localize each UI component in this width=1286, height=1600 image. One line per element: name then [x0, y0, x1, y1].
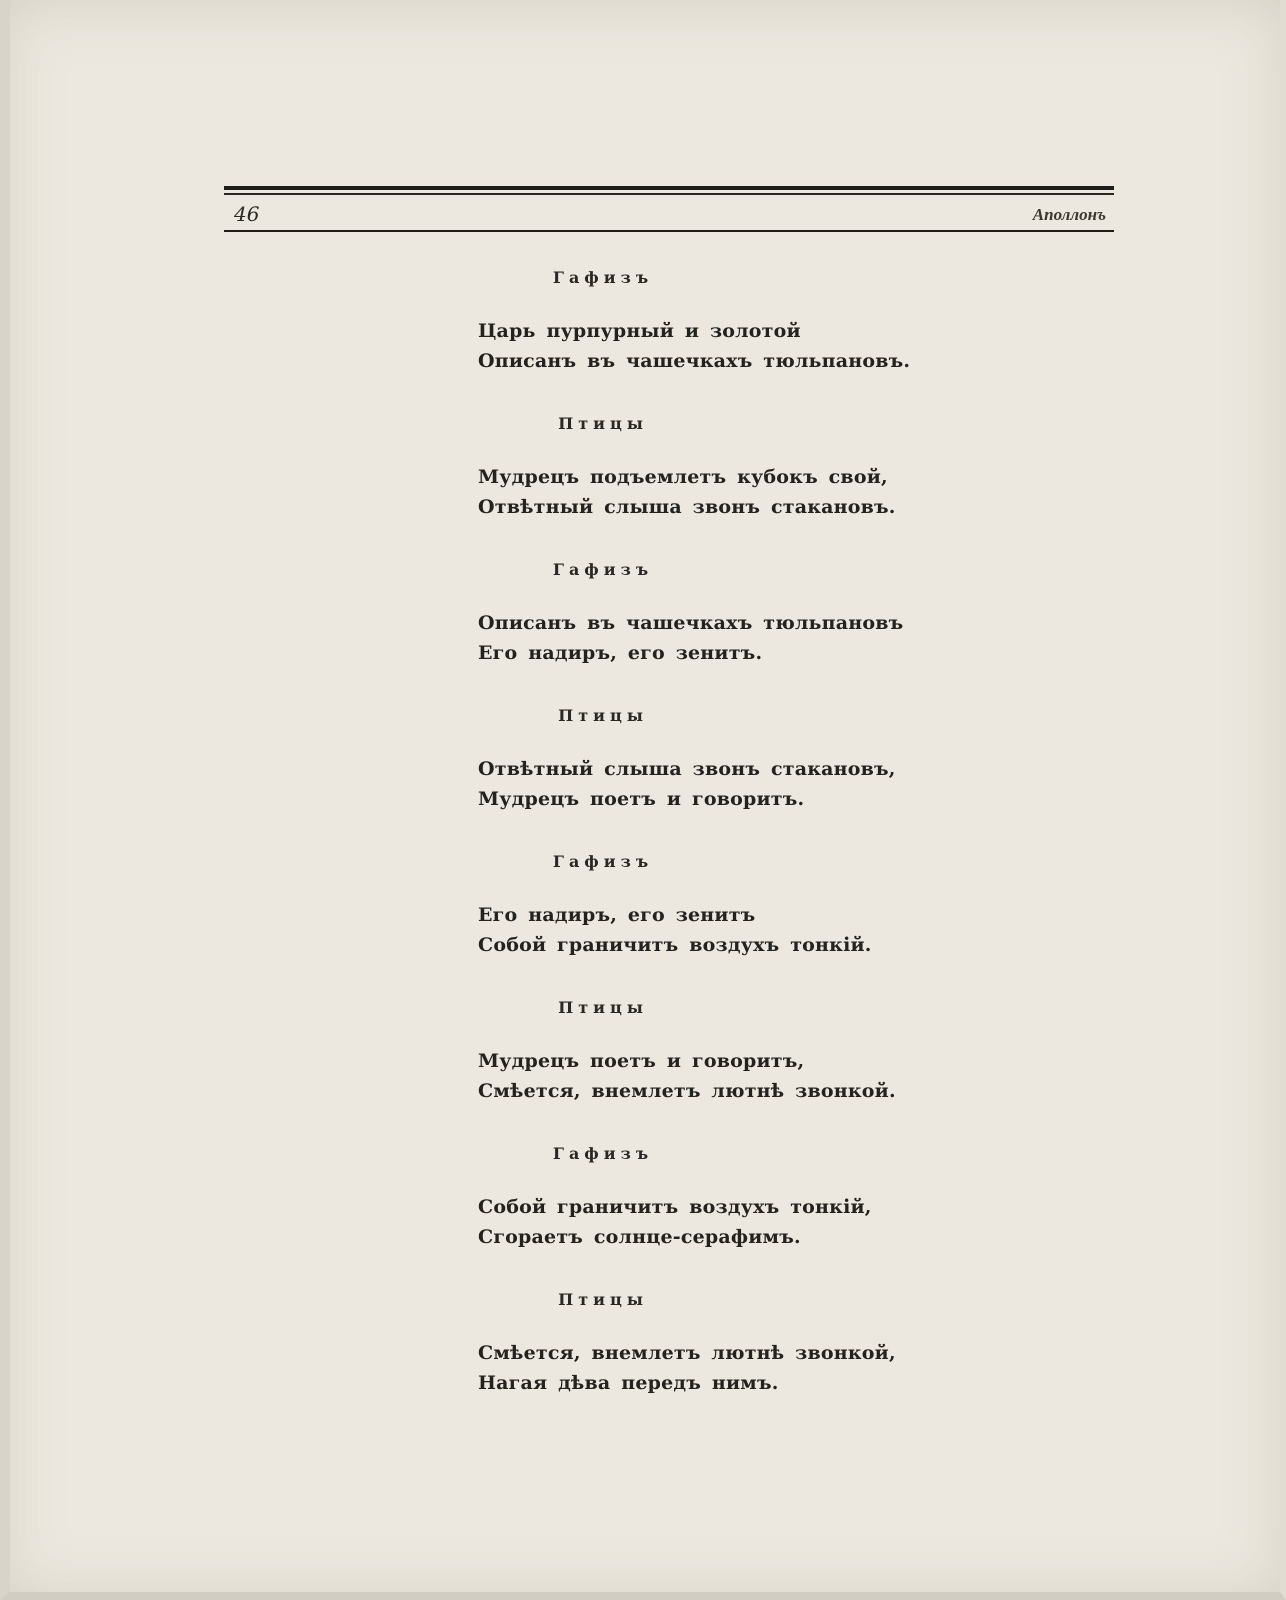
verse-line: Его надиръ, его зенитъ [478, 904, 756, 926]
speaker-name: Гафизъ [552, 1144, 654, 1163]
verse-line: Собой граничитъ воздухъ тонкій, [478, 1196, 872, 1218]
verse-line: Мудрецъ поетъ и говоритъ, [478, 1050, 805, 1072]
stanza [478, 414, 928, 560]
poem [478, 268, 928, 1436]
verse-line: Смѣется, внемлетъ лютнѣ звонкой. [478, 1080, 896, 1102]
verse-line: Мудрецъ подъемлетъ кубокъ свой, [478, 466, 888, 488]
verse-line: Мудрецъ поетъ и говоритъ. [478, 788, 805, 810]
verse-line: Царь пурпурный и золотой [478, 320, 801, 342]
speaker-name: Птицы [558, 414, 648, 433]
speaker-name: Птицы [558, 1290, 648, 1309]
running-title: Аполлонъ [1032, 205, 1106, 224]
verse-line: Сгораетъ солнце-серафимъ. [478, 1226, 801, 1248]
stanza [478, 1144, 928, 1290]
verse-line: Смѣется, внемлетъ лютнѣ звонкой, [478, 1342, 896, 1364]
stanza [478, 1290, 928, 1436]
speaker-name: Птицы [558, 998, 648, 1017]
verse-line: Отвѣтный слыша звонъ стакановъ. [478, 496, 896, 518]
page-number: 46 [234, 202, 260, 226]
verse-line: Отвѣтный слыша звонъ стакановъ, [478, 758, 896, 780]
stanza [478, 706, 928, 852]
verse-line: Его надиръ, его зенитъ. [478, 642, 763, 664]
verse-line: Собой граничитъ воздухъ тонкій. [478, 934, 872, 956]
stanza [478, 998, 928, 1144]
header-rule-thick [224, 186, 1114, 190]
header-rule-thin [224, 193, 1114, 195]
stanza [478, 852, 928, 998]
stanza [478, 268, 928, 414]
speaker-name: Гафизъ [552, 852, 654, 871]
verse-line: Нагая дѣва передъ нимъ. [478, 1372, 779, 1394]
header-rule-bottom [224, 230, 1114, 232]
verse-line: Описанъ въ чашечкахъ тюльпановъ. [478, 350, 911, 372]
verse-line: Описанъ въ чашечкахъ тюльпановъ [478, 612, 904, 634]
running-header [224, 186, 1114, 236]
speaker-name: Гафизъ [552, 268, 654, 287]
speaker-name: Птицы [558, 706, 648, 725]
stanza [478, 560, 928, 706]
speaker-name: Гафизъ [552, 560, 654, 579]
